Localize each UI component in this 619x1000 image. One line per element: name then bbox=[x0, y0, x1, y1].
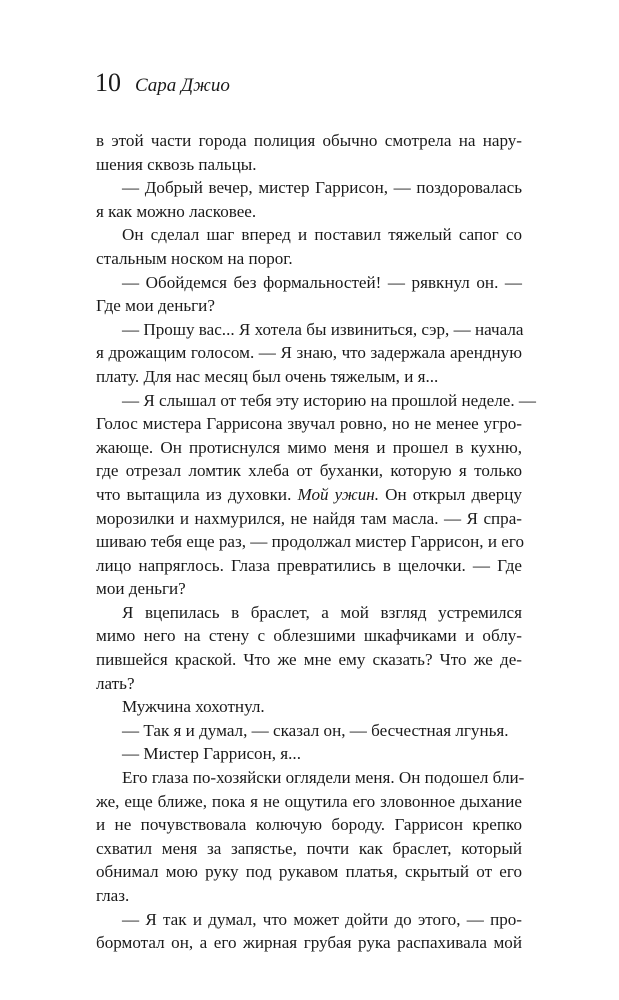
text-line bbox=[96, 365, 522, 389]
text-line bbox=[96, 389, 537, 413]
text-run: мои деньги? bbox=[96, 579, 186, 599]
text-run: где отрезал ломтик хлеба от буханки, которую я только bbox=[96, 461, 522, 481]
text-run: — Я так и думал, что может дойти до этого, — про- bbox=[122, 909, 522, 929]
text-line bbox=[96, 672, 522, 696]
text-run: мимо него на стену с облезшими шкафчиками и облу- bbox=[96, 626, 522, 646]
text-run: лицо напряглось. Глаза превратились в щелочки. — Где bbox=[96, 555, 522, 575]
paragraph bbox=[96, 695, 522, 719]
text-run: в этой части города полиция обычно смотрела на нару- bbox=[96, 131, 522, 150]
paragraph bbox=[96, 223, 522, 270]
text-run: — Обойдемся без формальностей! — рявкнул он. — bbox=[122, 272, 522, 292]
text-line bbox=[96, 459, 522, 483]
text-line bbox=[96, 837, 522, 861]
text-line bbox=[96, 695, 522, 719]
text-run: плату. Для нас месяц был очень тяжелым, и я... bbox=[96, 366, 439, 386]
text-run: Мужчина хохотнул. bbox=[122, 697, 265, 717]
text-run: что вытащила из духовки. bbox=[96, 484, 298, 504]
text-run: стальным носком на порог. bbox=[96, 248, 293, 268]
text-line bbox=[96, 624, 522, 648]
italic-text-run: Мой ужин. bbox=[297, 484, 380, 504]
body-text bbox=[96, 129, 537, 955]
paragraph bbox=[96, 389, 537, 601]
text-run: — Я слышал от тебя эту историю на прошлой неделе. — bbox=[122, 390, 537, 410]
text-run: — Добрый вечер, мистер Гаррисон, — поздоровалась bbox=[122, 178, 522, 198]
text-line bbox=[96, 577, 522, 601]
paragraph bbox=[96, 601, 522, 695]
text-run: глаз. bbox=[96, 886, 130, 905]
text-line bbox=[96, 908, 522, 932]
text-line bbox=[96, 601, 522, 625]
text-line bbox=[96, 530, 522, 554]
text-run: жающе. Он протиснулся мимо меня и прошел в кухню, bbox=[96, 437, 522, 457]
text-line bbox=[96, 931, 522, 955]
paragraph bbox=[96, 719, 522, 743]
text-line bbox=[96, 436, 522, 460]
text-line bbox=[96, 153, 522, 177]
text-line bbox=[96, 742, 522, 766]
text-line bbox=[96, 648, 522, 672]
text-line bbox=[96, 813, 522, 837]
text-line bbox=[96, 318, 522, 342]
text-line bbox=[96, 129, 522, 153]
paragraph bbox=[96, 271, 522, 318]
text-run: я дрожащим голосом. — Я знаю, что задержала арендную bbox=[96, 343, 522, 363]
paragraph bbox=[96, 129, 522, 176]
running-head bbox=[95, 70, 230, 96]
text-line bbox=[96, 271, 522, 295]
text-line bbox=[96, 247, 522, 271]
text-run: же, еще ближе, пока я не ощутила его зловонное дыхание bbox=[96, 791, 522, 811]
text-line bbox=[96, 884, 522, 908]
text-run: и не почувствовала колючую бороду. Гаррисон крепко bbox=[96, 815, 522, 835]
paragraph bbox=[96, 908, 522, 955]
text-run: схватил меня за запястье, почти как браслет, который bbox=[96, 838, 522, 858]
text-line bbox=[96, 176, 522, 200]
text-line bbox=[96, 507, 522, 531]
text-run: морозилки и нахмурился, не найдя там масла. — Я спра- bbox=[96, 508, 522, 528]
text-line bbox=[96, 294, 522, 318]
page-number: 10 bbox=[95, 68, 121, 97]
text-line bbox=[96, 790, 522, 814]
text-run: Я вцепилась в браслет, а мой взгляд устремился bbox=[122, 602, 522, 622]
text-run: — Так я и думал, — сказал он, — бесчестная лгунья. bbox=[122, 720, 509, 740]
running-title-author: Сара Джио bbox=[135, 75, 230, 96]
text-run: шения сквозь пальцы. bbox=[96, 154, 257, 174]
text-line bbox=[96, 223, 522, 247]
text-run: Его глаза по-хозяйски оглядели меня. Он подошел бли- bbox=[122, 768, 525, 788]
paragraph bbox=[96, 742, 522, 766]
text-run: пившейся краской. Что же мне ему сказать? Что же де- bbox=[96, 650, 522, 670]
text-line bbox=[96, 719, 522, 743]
text-run: Голос мистера Гаррисона звучал ровно, но не менее угро- bbox=[96, 414, 522, 434]
text-run: Он открыл дверцу bbox=[379, 484, 522, 504]
text-line bbox=[96, 341, 522, 365]
text-run: лать? bbox=[96, 673, 135, 693]
text-line bbox=[96, 766, 525, 790]
text-line bbox=[96, 483, 522, 507]
paragraph bbox=[96, 176, 522, 223]
text-run: — Мистер Гаррисон, я... bbox=[122, 744, 301, 764]
text-line bbox=[96, 554, 522, 578]
text-run: я как можно ласковее. bbox=[96, 201, 257, 221]
text-line bbox=[96, 412, 522, 436]
text-run: — Прошу вас... Я хотела бы извиниться, сэр, — начала bbox=[122, 319, 524, 339]
text-run: Он сделал шаг вперед и поставил тяжелый сапог со bbox=[122, 225, 522, 245]
text-line bbox=[96, 200, 522, 224]
text-line bbox=[96, 860, 522, 884]
text-run: шиваю тебя еще раз, — продолжал мистер Гаррисон, и его bbox=[96, 532, 524, 552]
paragraph bbox=[96, 766, 525, 908]
paragraph bbox=[96, 318, 522, 389]
text-run: бормотал он, а его жирная грубая рука распахивала мой bbox=[96, 933, 522, 953]
text-run: обнимал мою руку под рукавом платья, скрытый от его bbox=[96, 862, 522, 882]
text-run: Где мои деньги? bbox=[96, 296, 215, 316]
